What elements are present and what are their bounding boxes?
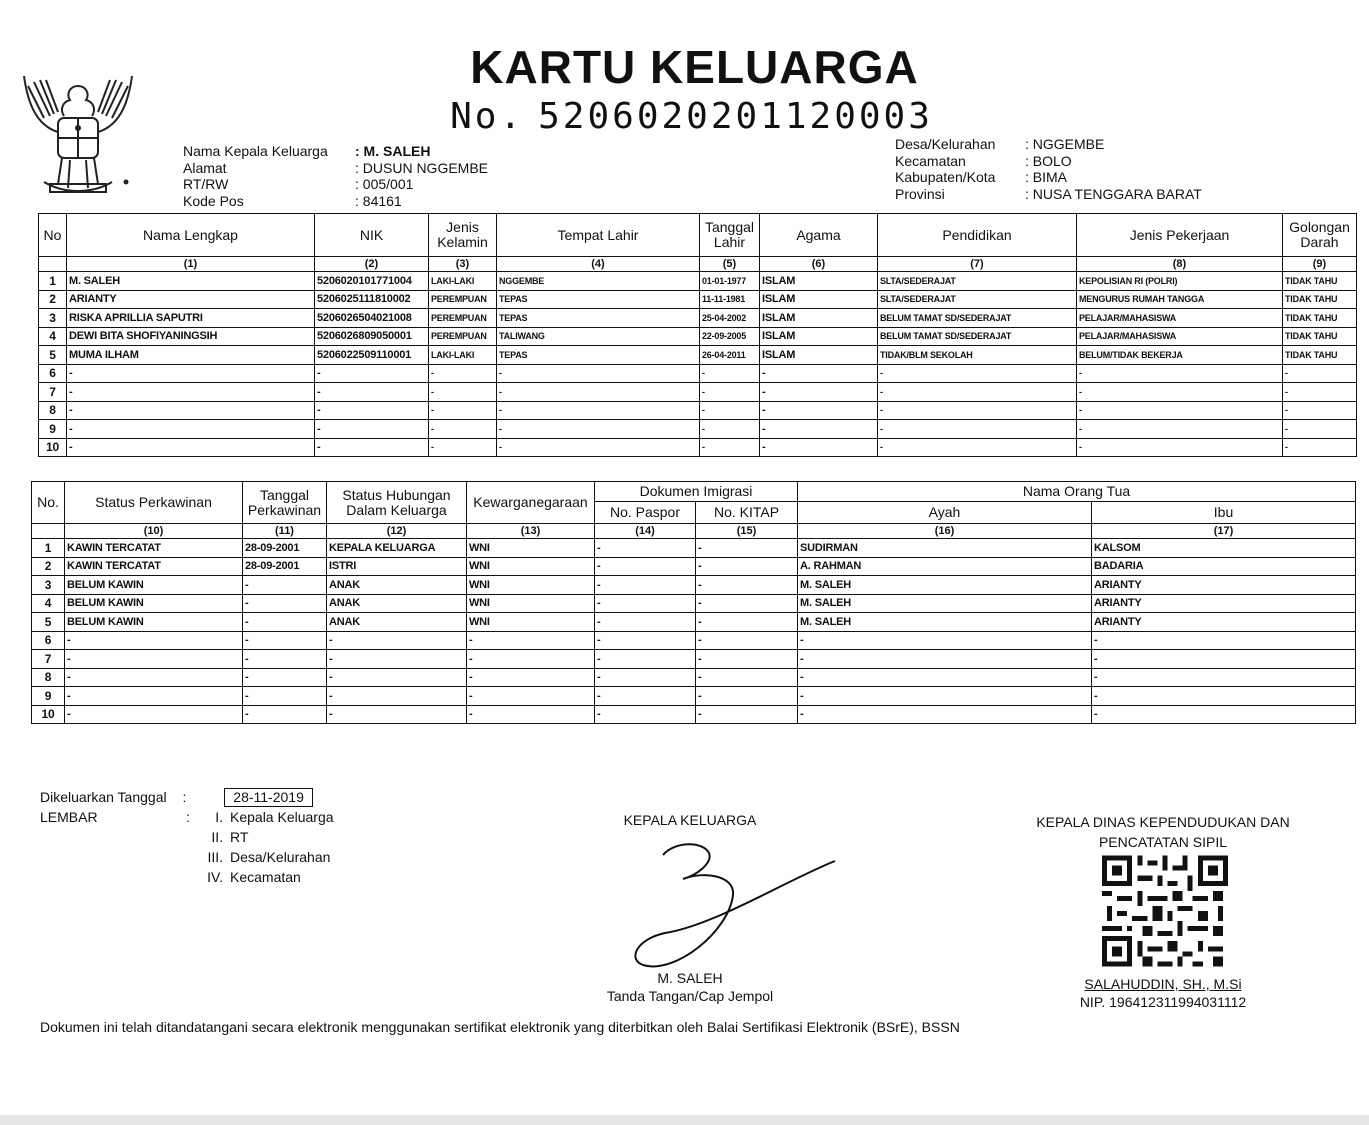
table-cell: - xyxy=(1077,383,1283,402)
issued-colon: : xyxy=(182,789,187,805)
official-title: KEPALA DINAS KEPENDUDUKAN DAN PENCATATAN SIPIL xyxy=(1036,814,1290,850)
col-index: (10) xyxy=(65,524,243,539)
table-cell: KEPALA KELUARGA xyxy=(327,539,467,558)
table-cell: SLTA/SEDERAJAT xyxy=(878,290,1077,309)
table-cell: BELUM TAMAT SD/SEDERAJAT xyxy=(878,327,1077,346)
table-cell: - xyxy=(595,576,696,595)
table-cell: 22-09-2005 xyxy=(700,327,760,346)
col-header: Jenis Kelamin xyxy=(429,214,497,257)
address-value: : DUSUN NGGEMBE xyxy=(355,159,489,176)
table-row xyxy=(39,401,1357,420)
table-cell: TIDAK TAHU xyxy=(1283,309,1357,328)
col-index: (2) xyxy=(315,257,429,272)
official-name: SALAHUDDIN, SH., M.Si xyxy=(1084,976,1242,992)
table-cell: - xyxy=(497,364,700,383)
electronic-signature-note: Dokumen ini telah ditandatangani secara elektronik menggunakan sertifikat elektronik yang diterbitkan oleh Balai Sertifikasi Elektronik (BSrE), BSSN xyxy=(40,1019,960,1035)
table-cell: WNI xyxy=(467,613,595,632)
table-cell: - xyxy=(595,631,696,650)
table-cell: - xyxy=(595,650,696,669)
table-cell: - xyxy=(315,364,429,383)
table-cell: - xyxy=(243,705,327,724)
table-cell: TEPAS xyxy=(497,346,700,365)
table-cell: WNI xyxy=(467,557,595,576)
qr-code-icon xyxy=(1102,855,1228,967)
table-row xyxy=(32,613,1356,632)
table-row xyxy=(32,557,1356,576)
table-row xyxy=(32,594,1356,613)
table-cell: - xyxy=(243,576,327,595)
table-cell: 6 xyxy=(32,631,65,650)
table-cell: 5206020101771004 xyxy=(315,272,429,291)
table-row xyxy=(39,272,1357,291)
table-cell: - xyxy=(467,668,595,687)
table-cell: 5206025111810002 xyxy=(315,290,429,309)
head-signature-title: KEPALA KELUARGA xyxy=(623,812,757,828)
col-header: Golongan Darah xyxy=(1283,214,1357,257)
table-cell: BELUM TAMAT SD/SEDERAJAT xyxy=(878,309,1077,328)
table-cell: - xyxy=(497,420,700,439)
col-header: Status Perkawinan xyxy=(65,482,243,524)
table-cell: MUMA ILHAM xyxy=(67,346,315,365)
issued-date: 28-11-2019 xyxy=(224,788,313,807)
family-status-table xyxy=(31,481,1356,724)
table-cell: - xyxy=(467,650,595,669)
table-cell: - xyxy=(595,668,696,687)
table-cell: 7 xyxy=(39,383,67,402)
table-cell: - xyxy=(798,650,1092,669)
table-cell: - xyxy=(327,687,467,706)
issued-label: Dikeluarkan Tanggal xyxy=(40,789,167,805)
table-row xyxy=(32,631,1356,650)
col-header: Nama Orang Tua xyxy=(798,482,1356,502)
col-header: Nama Lengkap xyxy=(67,214,315,257)
district-label: Kecamatan xyxy=(895,152,966,169)
table-cell: SLTA/SEDERAJAT xyxy=(878,272,1077,291)
table-cell: - xyxy=(696,705,798,724)
col-index: (4) xyxy=(497,257,700,272)
table-cell: PELAJAR/MAHASISWA xyxy=(1077,327,1283,346)
table-cell: SUDIRMAN xyxy=(798,539,1092,558)
table-cell: - xyxy=(497,383,700,402)
table-cell: 7 xyxy=(32,650,65,669)
table-cell: 9 xyxy=(32,687,65,706)
table-cell: - xyxy=(696,631,798,650)
col-header: No. KITAP xyxy=(696,502,798,524)
rtrw-value: : 005/001 xyxy=(355,176,414,192)
table-cell: 11-11-1981 xyxy=(700,290,760,309)
table-cell: - xyxy=(243,668,327,687)
col-index: (16) xyxy=(798,524,1092,539)
table-row xyxy=(39,420,1357,439)
table-cell: - xyxy=(878,364,1077,383)
head-label: Nama Kepala Keluarga xyxy=(183,143,328,159)
table-row xyxy=(32,687,1356,706)
table-cell: - xyxy=(878,401,1077,420)
col-index: (14) xyxy=(595,524,696,539)
table-cell: ISTRI xyxy=(327,557,467,576)
table-cell: 5 xyxy=(39,346,67,365)
table-row xyxy=(39,383,1357,402)
table-row xyxy=(39,290,1357,309)
head-signature-caption: Tanda Tangan/Cap Jempol xyxy=(606,988,774,1004)
col-index: (9) xyxy=(1283,257,1357,272)
regency-value: : BIMA xyxy=(1025,169,1068,185)
table-cell: - xyxy=(696,668,798,687)
table-row xyxy=(39,364,1357,383)
table-cell: ISLAM xyxy=(760,346,878,365)
table-cell: - xyxy=(760,438,878,457)
table-cell: - xyxy=(760,401,878,420)
table-cell: BADARIA xyxy=(1092,557,1356,576)
table-cell: 4 xyxy=(32,594,65,613)
table-cell: - xyxy=(497,438,700,457)
table-cell: KAWIN TERCATAT xyxy=(65,539,243,558)
table-cell: - xyxy=(65,705,243,724)
province-label: Provinsi xyxy=(895,185,945,202)
table-cell: NGGEMBE xyxy=(497,272,700,291)
col-header: NIK xyxy=(315,214,429,257)
table-cell: - xyxy=(65,687,243,706)
sheet-label: LEMBAR xyxy=(40,809,98,825)
rtrw-label: RT/RW xyxy=(183,176,229,192)
table-cell: 1 xyxy=(39,272,67,291)
table-cell: - xyxy=(327,705,467,724)
table-cell: ISLAM xyxy=(760,327,878,346)
table-cell: 10 xyxy=(32,705,65,724)
table-cell: RISKA APRILLIA SAPUTRI xyxy=(67,309,315,328)
table-cell: - xyxy=(1092,687,1356,706)
table-cell: - xyxy=(798,668,1092,687)
table-cell: TIDAK TAHU xyxy=(1283,346,1357,365)
col-index: (1) xyxy=(67,257,315,272)
table-cell: - xyxy=(760,383,878,402)
table-cell: - xyxy=(1077,364,1283,383)
col-index: (11) xyxy=(243,524,327,539)
sheet-item: IV. Kecamatan xyxy=(207,869,301,885)
regency-label: Kabupaten/Kota xyxy=(895,169,996,185)
col-header: Tempat Lahir xyxy=(497,214,700,257)
table-cell: - xyxy=(67,364,315,383)
table-cell: 9 xyxy=(39,420,67,439)
table-cell: 8 xyxy=(39,401,67,420)
official-nip: NIP. 196412311994031112 xyxy=(1079,994,1247,1010)
table-cell: - xyxy=(696,613,798,632)
table-header-row xyxy=(39,214,1357,257)
table-cell: 6 xyxy=(39,364,67,383)
table-cell: M. SALEH xyxy=(798,594,1092,613)
table-cell: - xyxy=(595,705,696,724)
table-cell: - xyxy=(1077,420,1283,439)
table-cell: ANAK xyxy=(327,594,467,613)
village-label: Desa/Kelurahan xyxy=(895,136,996,152)
table-cell: - xyxy=(1092,705,1356,724)
table-cell: 10 xyxy=(39,438,67,457)
col-header: Jenis Pekerjaan xyxy=(1077,214,1283,257)
table-cell: 5206026809050001 xyxy=(315,327,429,346)
table-cell: MENGURUS RUMAH TANGGA xyxy=(1077,290,1283,309)
table-cell: 5206022509110001 xyxy=(315,346,429,365)
table-cell: - xyxy=(1077,438,1283,457)
table-cell: ARIANTY xyxy=(1092,594,1356,613)
table-cell: - xyxy=(1283,438,1357,457)
col-header: Tanggal Perkawinan xyxy=(243,482,327,524)
table-cell: KEPOLISIAN RI (POLRI) xyxy=(1077,272,1283,291)
table-cell: - xyxy=(65,650,243,669)
table-cell: TALIWANG xyxy=(497,327,700,346)
postcode-label: Kode Pos xyxy=(183,192,244,209)
sheet-colon: : xyxy=(186,809,190,825)
table-cell: KALSOM xyxy=(1092,539,1356,558)
head-signature-name: M. SALEH xyxy=(657,970,723,986)
issue-block xyxy=(40,787,334,887)
table-row xyxy=(32,539,1356,558)
table-cell: M. SALEH xyxy=(798,613,1092,632)
table-cell: ISLAM xyxy=(760,309,878,328)
table-cell: - xyxy=(243,594,327,613)
table-cell: - xyxy=(315,420,429,439)
col-index: (15) xyxy=(696,524,798,539)
table-cell: - xyxy=(760,364,878,383)
table-cell: - xyxy=(696,539,798,558)
table-cell: - xyxy=(243,650,327,669)
table-cell: ISLAM xyxy=(760,290,878,309)
table-cell: - xyxy=(243,613,327,632)
table-cell: - xyxy=(467,631,595,650)
table-cell: - xyxy=(67,438,315,457)
col-index: (13) xyxy=(467,524,595,539)
col-header: Pendidikan xyxy=(878,214,1077,257)
table-cell: - xyxy=(243,687,327,706)
table-cell: - xyxy=(595,539,696,558)
table-cell: - xyxy=(696,650,798,669)
col-index: (3) xyxy=(429,257,497,272)
table-cell: TIDAK TAHU xyxy=(1283,290,1357,309)
col-header: Dokumen Imigrasi xyxy=(595,482,798,502)
table-row xyxy=(39,438,1357,457)
table-row xyxy=(32,650,1356,669)
table-cell: BELUM KAWIN xyxy=(65,576,243,595)
col-header: Ibu xyxy=(1092,502,1356,524)
table-cell: KAWIN TERCATAT xyxy=(65,557,243,576)
table-cell: - xyxy=(243,631,327,650)
table-row xyxy=(32,668,1356,687)
table-cell: ARIANTY xyxy=(1092,613,1356,632)
table-cell: ISLAM xyxy=(760,272,878,291)
table-cell: DEWI BITA SHOFIYANINGSIH xyxy=(67,327,315,346)
table-cell: M. SALEH xyxy=(798,576,1092,595)
table-cell: - xyxy=(315,383,429,402)
sheet-list xyxy=(40,807,334,887)
table-cell: TEPAS xyxy=(497,290,700,309)
table-cell: - xyxy=(315,438,429,457)
household-info xyxy=(183,143,488,209)
table-cell: - xyxy=(315,401,429,420)
table-cell: - xyxy=(696,576,798,595)
table-cell: - xyxy=(700,383,760,402)
table-cell: - xyxy=(595,687,696,706)
table-header-row xyxy=(32,482,1356,502)
table-cell: 28-09-2001 xyxy=(243,539,327,558)
table-row xyxy=(32,576,1356,595)
official-identity xyxy=(1018,975,1308,1011)
table-cell: - xyxy=(696,557,798,576)
table-cell: ANAK xyxy=(327,613,467,632)
table-cell: PEREMPUAN xyxy=(429,327,497,346)
table-cell: 5 xyxy=(32,613,65,632)
table-cell: - xyxy=(878,438,1077,457)
table-cell: - xyxy=(67,420,315,439)
document-title: KARTU KELUARGA xyxy=(470,41,919,93)
col-index: (12) xyxy=(327,524,467,539)
page-edge xyxy=(0,1115,1369,1125)
column-index-row xyxy=(39,257,1357,272)
col-header: Tanggal Lahir xyxy=(700,214,760,257)
column-index-row xyxy=(32,524,1356,539)
table-cell: BELUM/TIDAK BEKERJA xyxy=(1077,346,1283,365)
col-index: (17) xyxy=(1092,524,1356,539)
table-cell: - xyxy=(1283,420,1357,439)
col-index: (5) xyxy=(700,257,760,272)
table-cell: TEPAS xyxy=(497,309,700,328)
table-cell: - xyxy=(1092,631,1356,650)
table-cell: - xyxy=(467,687,595,706)
table-cell: 4 xyxy=(39,327,67,346)
sheet-item: II. RT xyxy=(211,829,249,845)
table-cell: - xyxy=(467,705,595,724)
table-cell: BELUM KAWIN xyxy=(65,613,243,632)
table-cell: LAKI-LAKI xyxy=(429,346,497,365)
table-cell: TIDAK TAHU xyxy=(1283,272,1357,291)
table-cell: ARIANTY xyxy=(1092,576,1356,595)
table-cell: - xyxy=(700,420,760,439)
table-row xyxy=(39,327,1357,346)
table-cell: - xyxy=(429,438,497,457)
table-cell: - xyxy=(700,438,760,457)
table-cell: - xyxy=(595,557,696,576)
table-cell: - xyxy=(65,631,243,650)
region-info xyxy=(895,136,1202,202)
table-cell: 01-01-1977 xyxy=(700,272,760,291)
table-cell: - xyxy=(878,383,1077,402)
col-header: No. xyxy=(32,482,65,524)
table-cell: - xyxy=(1092,650,1356,669)
table-cell: - xyxy=(696,687,798,706)
col-index: (6) xyxy=(760,257,878,272)
table-cell: - xyxy=(798,687,1092,706)
table-cell: TIDAK/BLM SEKOLAH xyxy=(878,346,1077,365)
col-header: Ayah xyxy=(798,502,1092,524)
table-row xyxy=(32,705,1356,724)
table-cell: BELUM KAWIN xyxy=(65,594,243,613)
col-header: Status Hubungan Dalam Keluarga xyxy=(327,482,467,524)
table-cell: - xyxy=(429,401,497,420)
table-cell: 5206026504021008 xyxy=(315,309,429,328)
col-header: No. Paspor xyxy=(595,502,696,524)
table-cell: PELAJAR/MAHASISWA xyxy=(1077,309,1283,328)
table-cell: - xyxy=(878,420,1077,439)
table-cell: LAKI-LAKI xyxy=(429,272,497,291)
table-cell: 3 xyxy=(32,576,65,595)
table-cell: 25-04-2002 xyxy=(700,309,760,328)
table-cell: - xyxy=(1283,383,1357,402)
table-cell: 3 xyxy=(39,309,67,328)
sheet-item: I. Kepala Keluarga xyxy=(215,809,334,825)
table-cell: - xyxy=(327,668,467,687)
table-cell: 26-04-2011 xyxy=(700,346,760,365)
table-cell: - xyxy=(327,650,467,669)
col-index: (8) xyxy=(1077,257,1283,272)
table-cell: 8 xyxy=(32,668,65,687)
table-cell: - xyxy=(1283,401,1357,420)
table-row xyxy=(39,346,1357,365)
district-value: : BOLO xyxy=(1025,152,1072,169)
table-cell: - xyxy=(429,420,497,439)
table-cell: - xyxy=(798,631,1092,650)
table-cell: WNI xyxy=(467,576,595,595)
table-cell: - xyxy=(1283,364,1357,383)
table-cell: - xyxy=(700,364,760,383)
table-cell: WNI xyxy=(467,539,595,558)
table-cell: 2 xyxy=(32,557,65,576)
table-cell: 28-09-2001 xyxy=(243,557,327,576)
table-cell: M. SALEH xyxy=(67,272,315,291)
table-cell: - xyxy=(327,631,467,650)
col-header: Kewarganegaraan xyxy=(467,482,595,524)
table-cell: - xyxy=(429,364,497,383)
table-cell: PEREMPUAN xyxy=(429,290,497,309)
table-cell: - xyxy=(595,613,696,632)
table-cell: 2 xyxy=(39,290,67,309)
handwritten-signature-icon xyxy=(625,835,845,985)
table-cell: - xyxy=(595,594,696,613)
table-cell: A. RAHMAN xyxy=(798,557,1092,576)
province-value: : NUSA TENGGARA BARAT xyxy=(1025,185,1202,202)
table-cell: 1 xyxy=(32,539,65,558)
table-cell: ANAK xyxy=(327,576,467,595)
village-value: : NGGEMBE xyxy=(1025,136,1105,152)
table-cell: ARIANTY xyxy=(67,290,315,309)
table-cell: - xyxy=(65,668,243,687)
table-cell: - xyxy=(429,383,497,402)
table-cell: - xyxy=(700,401,760,420)
table-cell: - xyxy=(1077,401,1283,420)
table-cell: TIDAK TAHU xyxy=(1283,327,1357,346)
col-index: (7) xyxy=(878,257,1077,272)
table-cell: - xyxy=(1092,668,1356,687)
table-cell: PEREMPUAN xyxy=(429,309,497,328)
address-label: Alamat xyxy=(183,159,227,176)
table-row xyxy=(39,309,1357,328)
table-cell: - xyxy=(696,594,798,613)
head-value: : M. SALEH xyxy=(355,143,431,159)
table-cell: - xyxy=(798,705,1092,724)
col-header: No xyxy=(39,214,67,257)
table-cell: - xyxy=(497,401,700,420)
document-number: No. 5206020201120003 xyxy=(450,96,933,137)
sheet-item: III. Desa/Kelurahan xyxy=(207,849,331,865)
family-members-table xyxy=(38,213,1357,457)
col-header: Agama xyxy=(760,214,878,257)
table-cell: - xyxy=(67,383,315,402)
table-cell: - xyxy=(760,420,878,439)
postcode-value: : 84161 xyxy=(355,192,402,209)
table-cell: WNI xyxy=(467,594,595,613)
table-cell: - xyxy=(67,401,315,420)
